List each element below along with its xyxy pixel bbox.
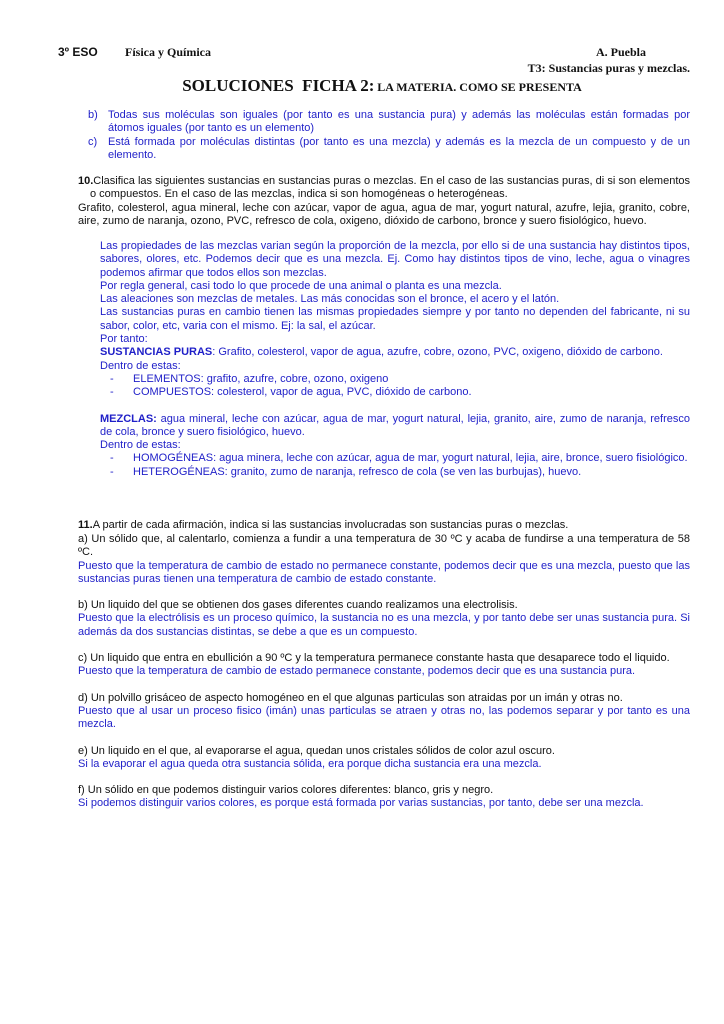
item-text: ELEMENTOS: grafito, azufre, cobre, ozono, oxigeno [133,372,389,385]
subquestion [78,745,690,772]
mezclas-label: MEZCLAS: [100,412,157,425]
answer-paragraph: Las aleaciones son mezclas de metales. Las más conocidas son el bronce, el acero y el latón. [100,293,560,306]
answer-paragraph: Por regla general, casi todo lo que procede de una animal o planta es una mezcla. [100,279,502,292]
answer-paragraph: Las propiedades de las mezclas varian según la proporción de la mezcla, por ello si de una sustancia hay distintos tipos, sabores, olores, etc. Podemos decir que es una mezcla. Ej. Como hay distintos tipos de vino, leche, agua o vinagres podemos afirmar que todos ellos son mezclas. [100,240,690,279]
question-number: 11. [78,519,93,531]
question-10 [78,175,690,228]
subquestion-answer: Puesto que la temperatura de cambio de estado permanece constante, podemos decir que es una sustancia pura. [78,665,636,678]
item-text: COMPUESTOS: colesterol, vapor de agua, PVC, dióxido de carbono. [133,386,472,399]
mezclas-text: agua mineral, leche con azúcar, agua de mar, yogurt natural, lejia, granito, aire, zumo de naranja, refresco de cola, bronce y suero fisiológico, huevo. [100,412,690,438]
course-label: 3º ESO [58,45,98,59]
answer-paragraph: Las sustancias puras en cambio tienen las mismas propiedades siempre y por tanto no dependen del fabricante, ni su sabor, color, etc, varia con el mismo. Ej: la sal, el azúcar. [100,306,690,332]
item-text: Está formada por moléculas distintas (por tanto es una mezcla) y además es la mezcla de un compuesto y de un elemento. [108,135,690,161]
dash: - [110,452,114,465]
puras-label: SUSTANCIAS PURAS [100,346,213,359]
page-title [0,76,724,96]
subquestion-answer: Si la evaporar el agua queda otra sustancia sólida, era porque dicha sustancia era una mezcla. [78,757,542,770]
subquestion [78,533,690,586]
dentro-label: Dentro de estas: [100,359,181,372]
subquestion-answer: Si podemos distinguir varios colores, es porque está formada por varias sustancias, por tanto, debe ser una mezcla. [78,797,644,810]
item-label: b) [88,109,98,121]
answer-paragraph: Por tanto: [100,333,148,346]
subquestion-answer: Puesto que la electrólisis es un proceso químico, la sustancia no es una mezcla, y por tanto debe ser unas sustancia pura. Si además da dos sustancias distintas, se debe a que es un compuesto. [78,612,690,638]
title-sub: LA MATERIA. COMO SE PRESENTA [377,80,582,94]
subquestion [78,784,690,811]
subject-label: Física y Química [125,45,211,59]
item-text: HETEROGÉNEAS: granito, zumo de naranja, refresco de cola (se ven las burbujas), huevo. [133,465,582,478]
question-number: 10. [78,175,94,187]
author-label: A. Puebla [595,45,646,59]
list-item [110,465,690,479]
dash: - [110,372,114,385]
title-main: SOLUCIONES FICHA 2: [182,76,375,95]
answer-10 [100,240,690,479]
subquestion [78,692,690,732]
puras-text: : Grafito, colesterol, vapor de agua, azufre, cobre, ozono, PVC, oxigeno, dióxido de carbono. [212,346,663,359]
subquestion [78,652,690,679]
subquestion-answer: Puesto que al usar un proceso fisico (imán) unas particulas se atraen y otras no, las podemos separar y por tanto es una mezcla. [78,704,690,731]
question-11-items [78,533,690,811]
subquestion-answer: Puesto que la temperatura de cambio de estado no permanece constante, podemos decir que es una mezcla, puesto que las sustancias puras tienen una temperatura de cambio de estado constante. [78,559,690,585]
item-text: HOMOGÉNEAS: agua minera, leche con azúcar, agua de mar, yogurt natural, lejia, aire, bronce, suero fisiológico. [133,452,688,465]
subquestion-text: d) Un polvillo grisáceo de aspecto homogéneo en el que algunas particulas son atraidas por un imán y otras no. [78,691,623,704]
question-text: A partir de cada afirmación, indica si las sustancias involucradas son sustancias puras o mezclas. [92,519,569,531]
subquestion-text: a) Un sólido que, al calentarlo, comienza a fundir a una temperatura de 30 ºC y acaba de fundirse a una temperatura de 58 ºC. [78,533,690,559]
substance-list: Grafito, colesterol, agua mineral, leche con azúcar, vapor de agua, agua de mar, yogurt natural, azufre, lejia, granito, cobre, aire, zumo de naranja, ozono, PVC, refresco de cola, oxigeno, dióxido de carbono, bronce y suero fisiológico, huevo. [78,201,690,227]
subquestion-text: f) Un sólido en que podemos distinguir varios colores diferentes: blanco, gris y negro. [78,784,494,797]
dentro-label: Dentro de estas: [100,439,181,452]
subquestion [78,599,690,639]
dash: - [110,386,114,399]
list-item [110,372,690,386]
list-item [110,386,690,399]
prev-answer-b [88,109,690,162]
question-11 [78,519,690,532]
item-label: c) [88,135,98,148]
item-text: Todas sus moléculas son iguales (por tanto es una sustancia pura) y además las moléculas están formadas por átomos iguales (por tanto es un elemento) [108,109,690,135]
list-item [110,452,690,465]
topic-label: T3: Sustancias puras y mezclas. [527,61,690,75]
dash: - [110,465,114,478]
question-text: Clasifica las siguientes sustancias en sustancias puras o mezclas. En el caso de las sustancias puras, di si son elementos o compuestos. En el caso de las mezclas, indica si son homogéneas o heterogéneas. [90,175,690,201]
subquestion-text: e) Un liquido en el que, al evaporarse el agua, quedan unos cristales sólidos de color azul oscuro. [78,744,555,757]
subquestion-text: b) Un liquido del que se obtienen dos gases diferentes cuando realizamos una electrolisis. [78,599,518,612]
subquestion-text: c) Un liquido que entra en ebullición a 90 ºC y la temperatura permanece constante hasta que desaparece todo el liquido. [78,652,670,665]
